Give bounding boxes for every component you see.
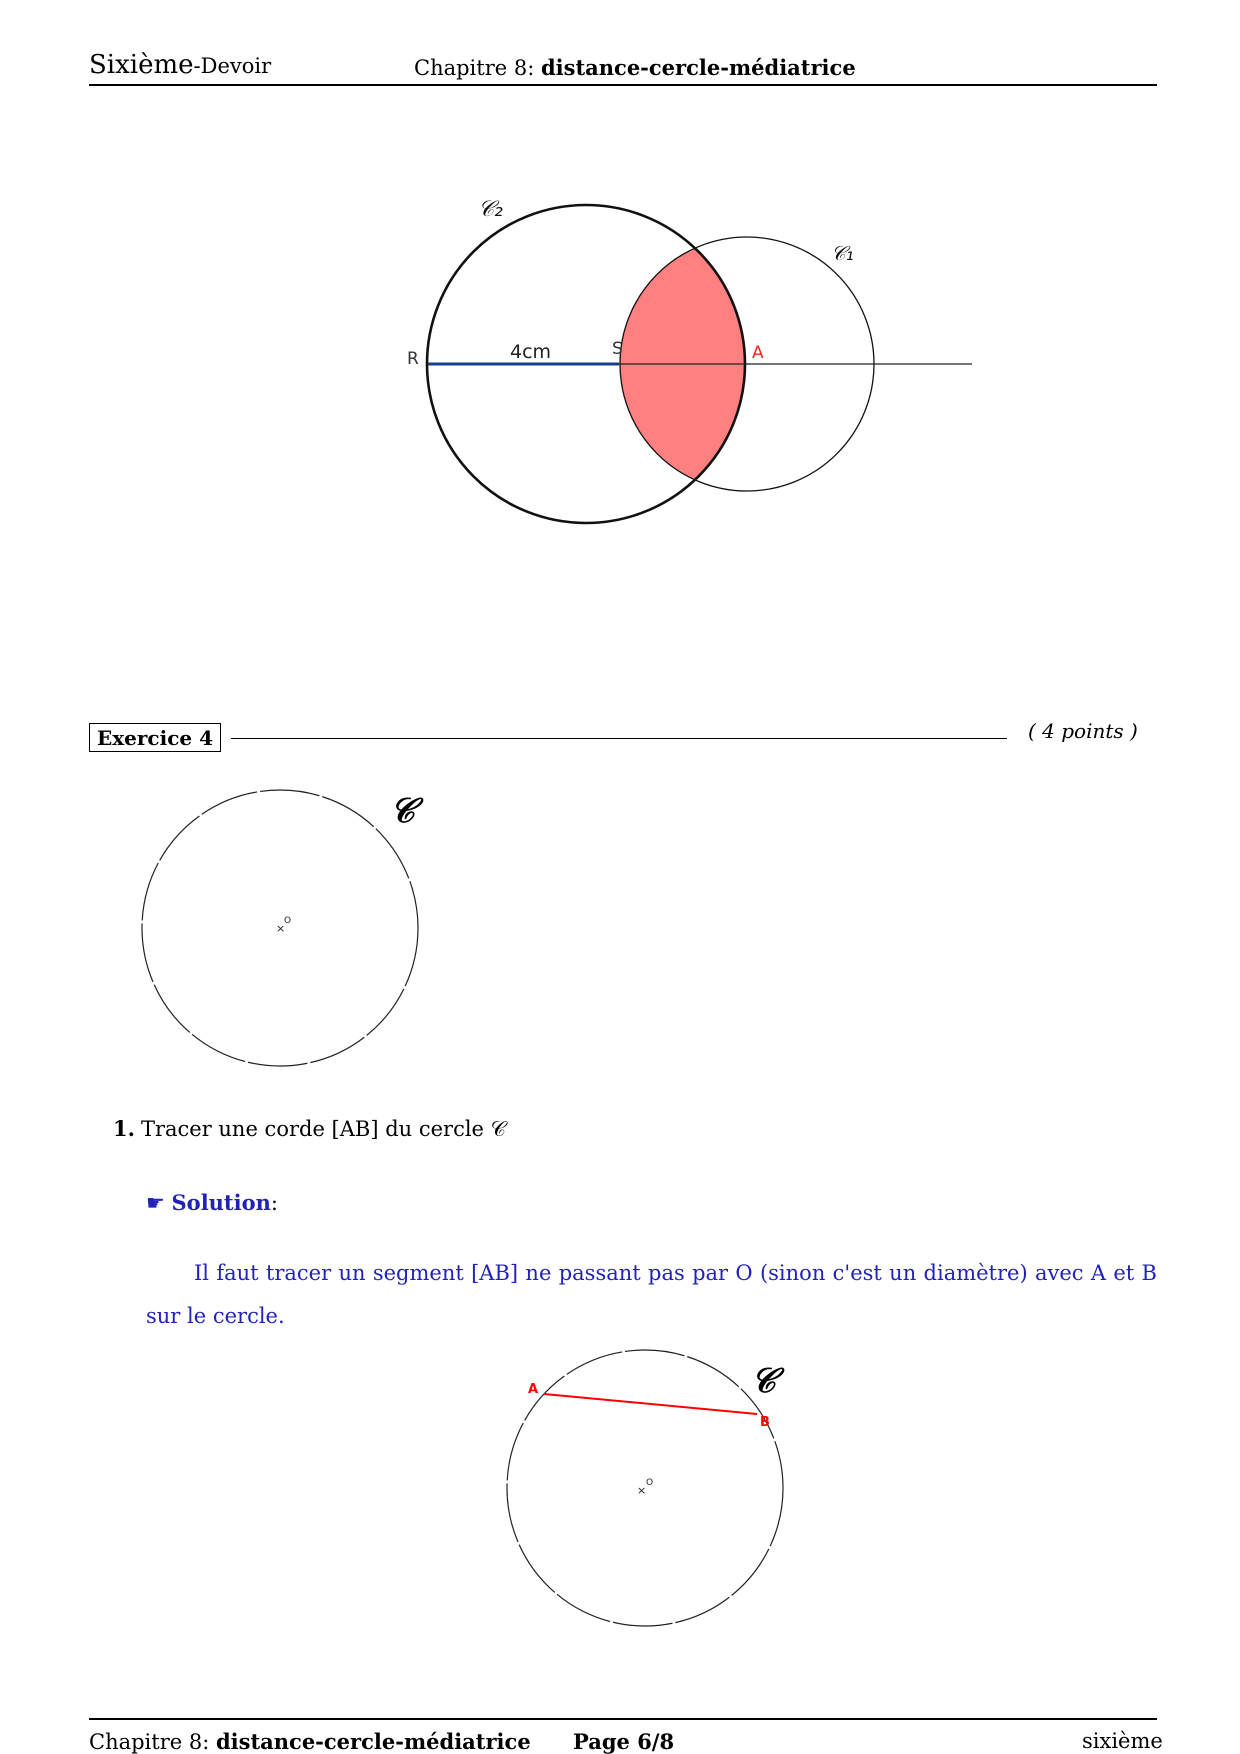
label-point-s: S bbox=[612, 339, 623, 359]
footer-level: sixième bbox=[1082, 1729, 1163, 1753]
footer-page-number: Page 6/8 bbox=[573, 1729, 675, 1754]
exercise-points: ( 4 points ) bbox=[1028, 719, 1138, 743]
figure-two-circles bbox=[0, 0, 1240, 600]
center-label-o-2: O bbox=[646, 1478, 654, 1488]
figure-chord-ab bbox=[480, 1340, 820, 1640]
question-1 bbox=[113, 1116, 506, 1142]
label-point-a-red: A bbox=[528, 1382, 539, 1397]
footer-rule bbox=[89, 1718, 1157, 1720]
exercise-title-box bbox=[89, 723, 221, 752]
exercise-rule bbox=[231, 738, 1007, 739]
label-c1: 𝒞₁ bbox=[831, 241, 854, 265]
label-point-r: R bbox=[407, 349, 419, 369]
chord-ab bbox=[544, 1394, 757, 1414]
solution-text: Il faut tracer un segment [AB] ne passant pas par O (sinon c'est un diamètre) avec A et B sur le cercle. bbox=[146, 1261, 1157, 1328]
footer-chapter bbox=[89, 1729, 531, 1754]
question-number: 1. bbox=[113, 1116, 135, 1141]
label-point-b-red: B bbox=[760, 1415, 770, 1430]
solution-label: Solution bbox=[171, 1190, 271, 1215]
header-course-sub: -Devoir bbox=[193, 54, 272, 78]
label-c: 𝒞 bbox=[390, 791, 415, 831]
footer-chapter-title: distance-cercle-médiatrice bbox=[215, 1729, 531, 1754]
exercise-title: Exercice 4 bbox=[97, 726, 213, 750]
center-label-o: O bbox=[284, 916, 292, 926]
header-chapter-prefix: Chapitre 8: bbox=[414, 56, 541, 80]
figure-circle-c bbox=[120, 770, 450, 1080]
header-course-main: Sixième bbox=[89, 50, 194, 80]
label-point-a: A bbox=[752, 343, 764, 363]
solution-colon: : bbox=[270, 1191, 278, 1215]
pointing-hand-icon: ☛ bbox=[146, 1191, 165, 1215]
solution-heading bbox=[146, 1190, 278, 1215]
question-text: Tracer une corde [AB] du cercle 𝒞 bbox=[140, 1117, 506, 1141]
label-4cm: 4cm bbox=[510, 341, 552, 363]
label-c-2: 𝒞 bbox=[751, 1361, 776, 1401]
center-mark-2: × bbox=[637, 1484, 647, 1497]
center-mark: × bbox=[276, 922, 286, 935]
label-c2: 𝒞₂ bbox=[478, 197, 503, 222]
header-chapter-title: distance-cercle-médiatrice bbox=[540, 55, 856, 80]
footer-chapter-prefix: Chapitre 8: bbox=[89, 1730, 216, 1754]
